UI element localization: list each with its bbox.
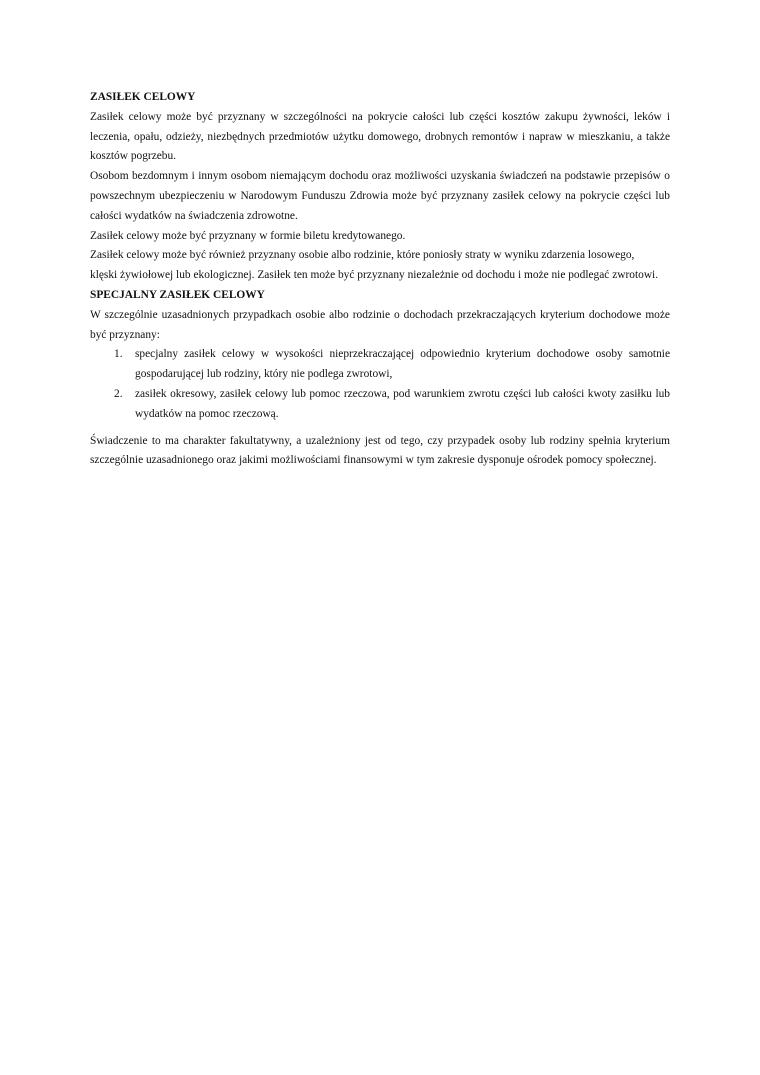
document-page: [90, 88, 670, 471]
list-item: [90, 385, 670, 425]
paragraph-line: być przyznany:: [90, 328, 160, 341]
paragraph-discretionary: [90, 432, 670, 472]
paragraph-line: całości wydatków na świadczenia zdrowotne.: [90, 209, 298, 222]
list-item-line: zasiłek okresowy, zasiłek celowy lub pomoc rzeczowa, pod warunkiem zwrotu części lub całości kwoty zasiłku lub: [135, 387, 670, 400]
list-item: [90, 345, 670, 385]
numbered-list: [90, 345, 670, 424]
paragraph-spacer: [90, 425, 670, 432]
paragraph-line: Osobom bezdomnym i innym osobom niemającym dochodu oraz możliwości uzyskania świadczeń na podstawie przepisów o: [90, 170, 670, 183]
paragraph-special-cases: [90, 306, 670, 346]
paragraph-homeless-health: [90, 167, 670, 226]
paragraph-line: klęski żywiołowej lub ekologicznej. Zasiłek ten może być przyznany niezależnie od dochodu i może nie podlegać zwrotowi.: [90, 269, 659, 282]
paragraph-line: leczenia, opału, odzieży, niezbędnych przedmiotów użytku domowego, drobnych remontów i napraw w mieszkaniu, a także: [90, 130, 670, 143]
paragraph-random-event: [90, 246, 670, 286]
paragraph-line: Świadczenie to ma charakter fakultatywny, a uzależniony jest od tego, czy przypadek osoby lub rodziny spełnia kryterium: [90, 434, 670, 447]
paragraph-line: szczególnie uzasadnionego oraz jakimi możliwościami finansowymi w tym zakresie dysponuje ośrodek pomocy społecznej.: [90, 454, 657, 467]
heading-specjalny-zasilek: SPECJALNY ZASIŁEK CELOWY: [90, 288, 265, 301]
heading-zasilek-celowy: ZASIŁEK CELOWY: [90, 91, 196, 103]
paragraph-credit-ticket: Zasiłek celowy może być przyznany w formie biletu kredytowanego.: [90, 229, 406, 242]
list-item-line: wydatków na pomoc rzeczową.: [135, 407, 279, 420]
paragraph-line: powszechnym ubezpieczeniu w Narodowym Funduszu Zdrowia może być przyznany zasiłek celowy na pokrycie części lub: [90, 189, 670, 202]
list-item-line: specjalny zasiłek celowy w wysokości nieprzekraczającej odpowiednio kryterium dochodowe osoby samotnie: [135, 348, 670, 361]
paragraph-line: Zasiłek celowy może być również przyznany osobie albo rodzinie, które poniosły straty w wyniku zdarzenia losowego,: [90, 249, 635, 262]
paragraph-line: W szczególnie uzasadnionych przypadkach osobie albo rodzinie o dochodach przekraczających kryterium dochodowe może: [90, 308, 670, 321]
paragraph-line: kosztów pogrzebu.: [90, 150, 177, 163]
list-number: 1.: [114, 348, 123, 361]
list-item-line: gospodarującej lub rodziny, który nie podlega zwrotowi,: [135, 368, 393, 381]
list-number: 2.: [114, 387, 123, 400]
paragraph-line: Zasiłek celowy może być przyznany w szczególności na pokrycie całości lub części kosztów zakupu żywności, leków i: [90, 110, 670, 123]
paragraph-zasilek-purpose: [90, 108, 670, 167]
